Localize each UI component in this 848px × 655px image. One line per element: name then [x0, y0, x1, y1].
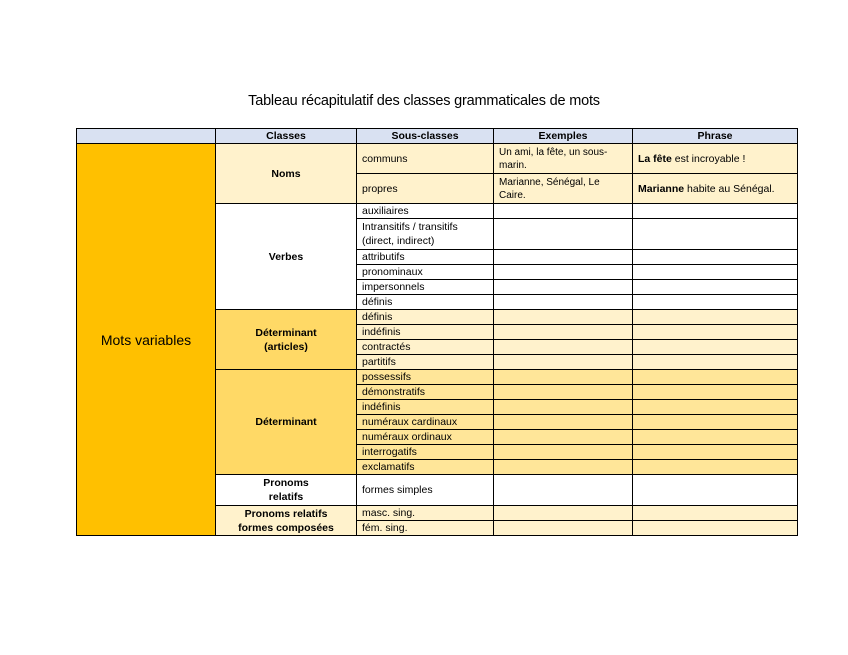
example-cell — [494, 310, 633, 325]
class-articles: Déterminant (articles) — [216, 310, 357, 370]
phrase-cell — [633, 385, 798, 400]
sub-cell: fém. sing. — [357, 521, 494, 536]
sub-cell: propres — [357, 174, 494, 204]
phrase-cell — [633, 295, 798, 310]
sub-cell: définis — [357, 310, 494, 325]
phrase-cell — [633, 445, 798, 460]
phrase-cell — [633, 280, 798, 295]
class-pronoms-relatifs: Pronoms relatifs — [216, 475, 357, 506]
summary-table — [76, 128, 798, 536]
sub-cell: démonstratifs — [357, 385, 494, 400]
header-sous-classes: Sous-classes — [357, 129, 494, 144]
sub-cell: masc. sing. — [357, 506, 494, 521]
example-cell — [494, 445, 633, 460]
example-cell — [494, 325, 633, 340]
sub-cell: possessifs — [357, 370, 494, 385]
sub-cell: définis — [357, 295, 494, 310]
sub-cell: Intransitifs / transitifs (direct, indirect) — [357, 219, 494, 250]
example-cell — [494, 521, 633, 536]
phrase-cell — [633, 521, 798, 536]
phrase-cell — [633, 204, 798, 219]
sub-cell: impersonnels — [357, 280, 494, 295]
phrase-cell — [633, 506, 798, 521]
phrase-bold: La fête — [638, 152, 672, 165]
phrase-cell — [633, 370, 798, 385]
table-row — [77, 144, 798, 174]
phrase-cell — [633, 415, 798, 430]
class-noms: Noms — [216, 144, 357, 204]
header-empty — [77, 129, 216, 144]
sub-cell: exclamatifs — [357, 460, 494, 475]
example-cell: Un ami, la fête, un sous-marin. — [494, 144, 633, 174]
example-cell — [494, 219, 633, 250]
header-exemples: Exemples — [494, 129, 633, 144]
sub-cell: indéfinis — [357, 325, 494, 340]
phrase-cell — [633, 400, 798, 415]
example-cell — [494, 430, 633, 445]
phrase-cell — [633, 460, 798, 475]
example-cell — [494, 385, 633, 400]
example-cell — [494, 340, 633, 355]
example-cell — [494, 280, 633, 295]
phrase-cell — [633, 475, 798, 506]
sub-cell: attributifs — [357, 250, 494, 265]
phrase-cell — [633, 340, 798, 355]
phrase-cell — [633, 144, 798, 174]
sub-cell: interrogatifs — [357, 445, 494, 460]
sub-cell: partitifs — [357, 355, 494, 370]
phrase-bold: Marianne — [638, 182, 685, 195]
example-cell — [494, 265, 633, 280]
phrase-cell — [633, 219, 798, 250]
sub-cell: formes simples — [357, 475, 494, 506]
sub-cell: auxiliaires — [357, 204, 494, 219]
header-classes: Classes — [216, 129, 357, 144]
example-cell — [494, 355, 633, 370]
phrase-rest: habite au Sénégal. — [684, 182, 775, 195]
example-cell — [494, 415, 633, 430]
sub-cell: numéraux ordinaux — [357, 430, 494, 445]
phrase-rest: est incroyable ! — [671, 152, 746, 165]
sub-cell: indéfinis — [357, 400, 494, 415]
class-verbes: Verbes — [216, 204, 357, 310]
sub-cell: pronominaux — [357, 265, 494, 280]
class-determinant: Déterminant — [216, 370, 357, 475]
example-cell — [494, 370, 633, 385]
phrase-cell — [633, 174, 798, 204]
phrase-cell — [633, 310, 798, 325]
group-label: Mots variables — [77, 144, 216, 536]
example-cell — [494, 250, 633, 265]
header-phrase: Phrase — [633, 129, 798, 144]
class-pronoms-composes: Pronoms relatifs formes composées — [216, 506, 357, 536]
example-cell — [494, 295, 633, 310]
example-cell — [494, 204, 633, 219]
example-cell — [494, 506, 633, 521]
phrase-cell — [633, 355, 798, 370]
header-row — [77, 129, 798, 144]
example-cell — [494, 400, 633, 415]
phrase-cell — [633, 265, 798, 280]
phrase-cell — [633, 325, 798, 340]
sub-cell: communs — [357, 144, 494, 174]
phrase-cell — [633, 430, 798, 445]
page-title: Tableau récapitulatif des classes grammaticales de mots — [248, 93, 600, 109]
example-cell — [494, 460, 633, 475]
phrase-cell — [633, 250, 798, 265]
sub-cell: contractés — [357, 340, 494, 355]
sub-cell: numéraux cardinaux — [357, 415, 494, 430]
example-cell — [494, 475, 633, 506]
example-cell: Marianne, Sénégal, Le Caire. — [494, 174, 633, 204]
